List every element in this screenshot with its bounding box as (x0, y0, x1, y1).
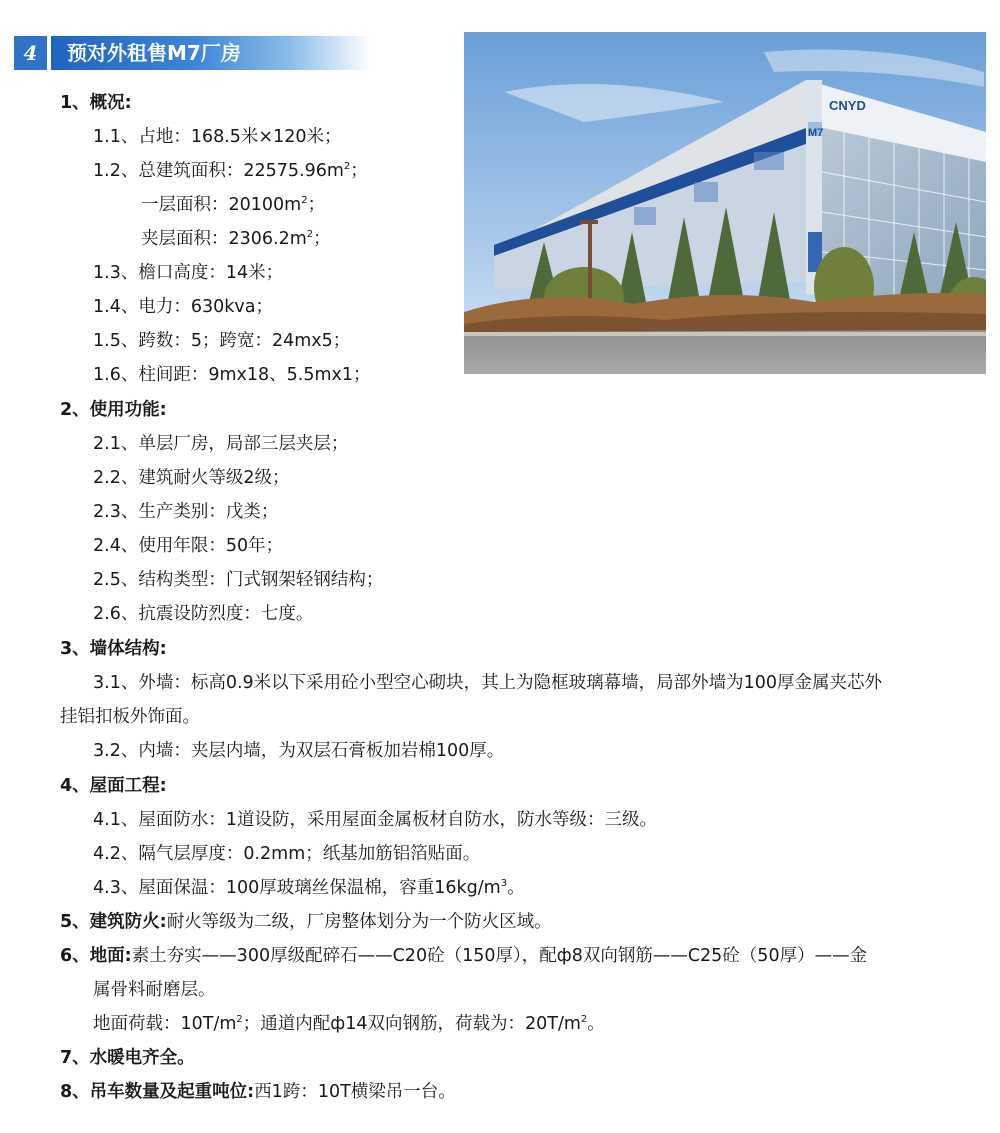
item-1-2-1-text: 一层面积：20100m (141, 195, 302, 215)
section-8-title: 8、吊车数量及起重吨位: (60, 1082, 255, 1102)
item-2-3: 2.3、生产类别：戊类； (93, 502, 279, 522)
section-number-badge: 4 (14, 36, 47, 70)
item-2-6: 2.6、抗震设防烈度：七度。 (93, 604, 314, 624)
item-3-2: 3.2、内墙：夹层内墙，为双层石膏板加岩棉100厚。 (93, 741, 505, 761)
item-2-1: 2.1、单层厂房，局部三层夹层； (93, 434, 349, 454)
item-3-1-line1: 3.1、外墙：标高0.9米以下采用砼小型空心砌块，其上为隐框玻璃幕墙，局部外墙为100厚金属夹芯外 (93, 673, 883, 693)
section-6 (60, 944, 867, 968)
section-5-text: 耐火等级为二级，厂房整体划分为一个防火区域。 (166, 912, 552, 932)
item-4-1: 4.1、屋面防水：1道设防，采用屋面金属板材自防水，防水等级：三级。 (93, 810, 657, 830)
item-2-5: 2.5、结构类型：门式钢架轻钢结构； (93, 570, 384, 590)
section-5-title: 5、建筑防火: (60, 912, 167, 932)
item-4-3-text: 4.3、屋面保温：100厚玻璃丝保温棉，容重16kg/m (93, 878, 501, 898)
section-8-text: 西1跨：10T横梁吊一台。 (254, 1082, 456, 1102)
section-7-title: 7、水暖电齐全。 (60, 1048, 195, 1068)
section-1-title: 1、概况: (60, 93, 132, 113)
building-number-sign: M7 (808, 127, 824, 139)
item-1-1: 1.1、占地：168.5米×120米； (93, 127, 342, 147)
section-header (14, 36, 374, 72)
item-1-6: 1.6、柱间距：9mx18、5.5mx1； (93, 365, 371, 385)
section-4-title: 4、屋面工程: (60, 776, 167, 796)
section-3-title: 3、墙体结构: (60, 639, 167, 659)
item-4-3-end: 。 (507, 878, 525, 898)
item-4-3-sup: 3 (500, 878, 508, 889)
section-6-load-sup2: 2 (580, 1014, 588, 1025)
section-6-load-a: 地面荷载：10T/m (93, 1014, 237, 1034)
item-1-2-1-end: ； (307, 195, 326, 215)
factory-building-photo (464, 32, 986, 374)
item-1-2-2 (141, 227, 331, 251)
section-6-title: 6、地面: (60, 946, 132, 966)
section-6-text-line2: 属骨料耐磨层。 (93, 980, 216, 1000)
item-1-5: 1.5、跨数：5；跨宽：24mx5； (93, 331, 351, 351)
item-1-2-1 (141, 193, 325, 217)
section-title-bar (51, 36, 371, 70)
item-1-2-sup: 2 (343, 161, 351, 172)
item-1-2-text: 1.2、总建筑面积：22575.96m (93, 161, 344, 181)
item-1-3: 1.3、檐口高度：14米； (93, 263, 284, 283)
item-2-2: 2.2、建筑耐火等级2级； (93, 468, 290, 488)
section-2-title: 2、使用功能: (60, 400, 167, 420)
item-2-4: 2.4、使用年限：50年； (93, 536, 284, 556)
section-6-load-b: ；通道内配ф14双向钢筋，荷载为：20T/m (242, 1014, 581, 1034)
section-6-load-sup1: 2 (236, 1014, 243, 1025)
section-8 (60, 1080, 456, 1104)
item-3-1-line2: 挂铝扣板外饰面。 (60, 707, 200, 727)
item-1-2-end: ； (350, 161, 368, 181)
section-6-text-line1: 素土夯实——300厚级配碎石——C20砼（150厚），配ф8双向钢筋——C25砼（50厚）——金 (131, 946, 868, 966)
building-logo-sign: CNYD (829, 98, 866, 113)
item-1-2-2-text: 夹层面积：2306.2m (141, 229, 307, 249)
item-4-2: 4.2、隔气层厚度：0.2mm；纸基加筋铝箔贴面。 (93, 844, 481, 864)
item-1-4: 1.4、电力：630kva； (93, 297, 273, 317)
section-6-load-c: 。 (587, 1014, 605, 1034)
item-1-2-1-sup: 2 (301, 195, 308, 206)
section-5 (60, 910, 552, 934)
item-1-2-2-sup: 2 (306, 229, 314, 240)
item-4-3 (93, 876, 525, 900)
item-1-2 (93, 159, 368, 183)
section-6-load (93, 1012, 605, 1036)
item-1-2-2-end: ； (313, 229, 331, 249)
section-title: 预对外租售M7厂房 (67, 41, 241, 65)
